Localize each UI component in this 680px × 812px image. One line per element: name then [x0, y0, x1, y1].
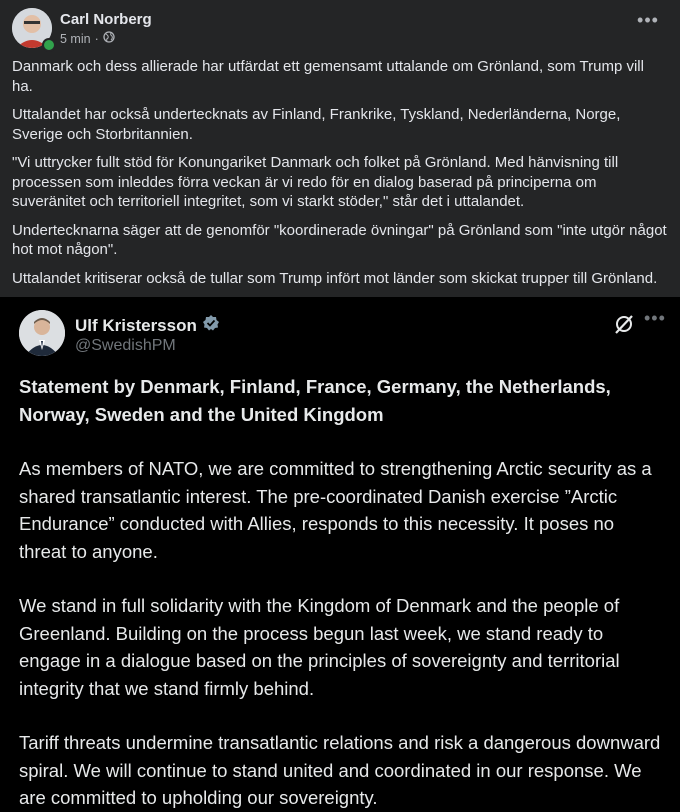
post-time[interactable]: 5 min	[60, 31, 91, 46]
tweet-headline: Statement by Denmark, Finland, France, Germany, the Netherlands, Norway, Sweden and the United Kingdom	[19, 376, 611, 425]
embedded-tweet-image[interactable]	[0, 297, 680, 812]
verified-badge-icon	[202, 314, 220, 337]
globe-icon[interactable]	[103, 31, 115, 46]
meta-separator: ·	[94, 31, 99, 46]
tweet-author-name-text: Ulf Kristersson	[75, 315, 197, 335]
tweet-paragraph: We stand in full solidarity with the Kingdom of Denmark and the people of Greenland. Building on the process begun last week, we stand ready to engage in a dialogue based on the principles of sovereignty and territorial integrity that we stand firmly behind.	[19, 595, 620, 699]
post-paragraph: Undertecknarna säger att de genomför "koordinerade övningar" på Grönland som "inte utgör något hot mot någon".	[12, 221, 667, 258]
post-paragraph: Danmark och dess allierade har utfärdat ett gemensamt uttalande om Grönland, som Trump vill ha.	[12, 58, 644, 95]
tweet-author-name[interactable]	[75, 314, 220, 337]
tweet-author-handle[interactable]: @SwedishPM	[75, 337, 176, 354]
tweet-body	[19, 373, 664, 812]
post-text	[12, 57, 668, 297]
tweet-more-options-icon[interactable]: •••	[644, 308, 666, 328]
tweet-paragraph: As members of NATO, we are committed to strengthening Arctic security as a shared transatlantic interest. The pre-coordinated Danish exercise ”Arctic Endurance” conducted with Allies, responds to this necessity. It poses no threat to anyone.	[19, 458, 652, 562]
post-header	[12, 8, 668, 50]
tweet-paragraph: Tariff threats undermine transatlantic relations and risk a dangerous downward spiral. We will continue to stand united and coordinated in our response. We are committed to upholding our sovereignty.	[19, 732, 661, 808]
online-status-dot	[42, 38, 56, 52]
post-paragraph: Uttalandet kritiserar också de tullar som Trump infört mot länder som skickat trupper till Grönland.	[12, 269, 658, 287]
post-paragraph: "Vi uttrycker fullt stöd för Konungariket Danmark och folket på Grönland. Med hänvisning till processen som inleddes förra veckan är vi redo för en dialog baserad på principerna om suveränitet och territoriell integritet, som vi starkt stöder," står det i uttalandet.	[12, 154, 619, 210]
grok-icon[interactable]	[613, 313, 635, 335]
author-name[interactable]: Carl Norberg	[60, 11, 152, 28]
post-paragraph: Uttalandet har också undertecknats av Finland, Frankrike, Tyskland, Nederländerna, Norge, Sverige och Storbritannien.	[12, 106, 621, 143]
tweet-author-avatar[interactable]	[19, 310, 65, 356]
post-meta	[60, 31, 115, 46]
more-options-icon[interactable]: •••	[637, 10, 659, 30]
